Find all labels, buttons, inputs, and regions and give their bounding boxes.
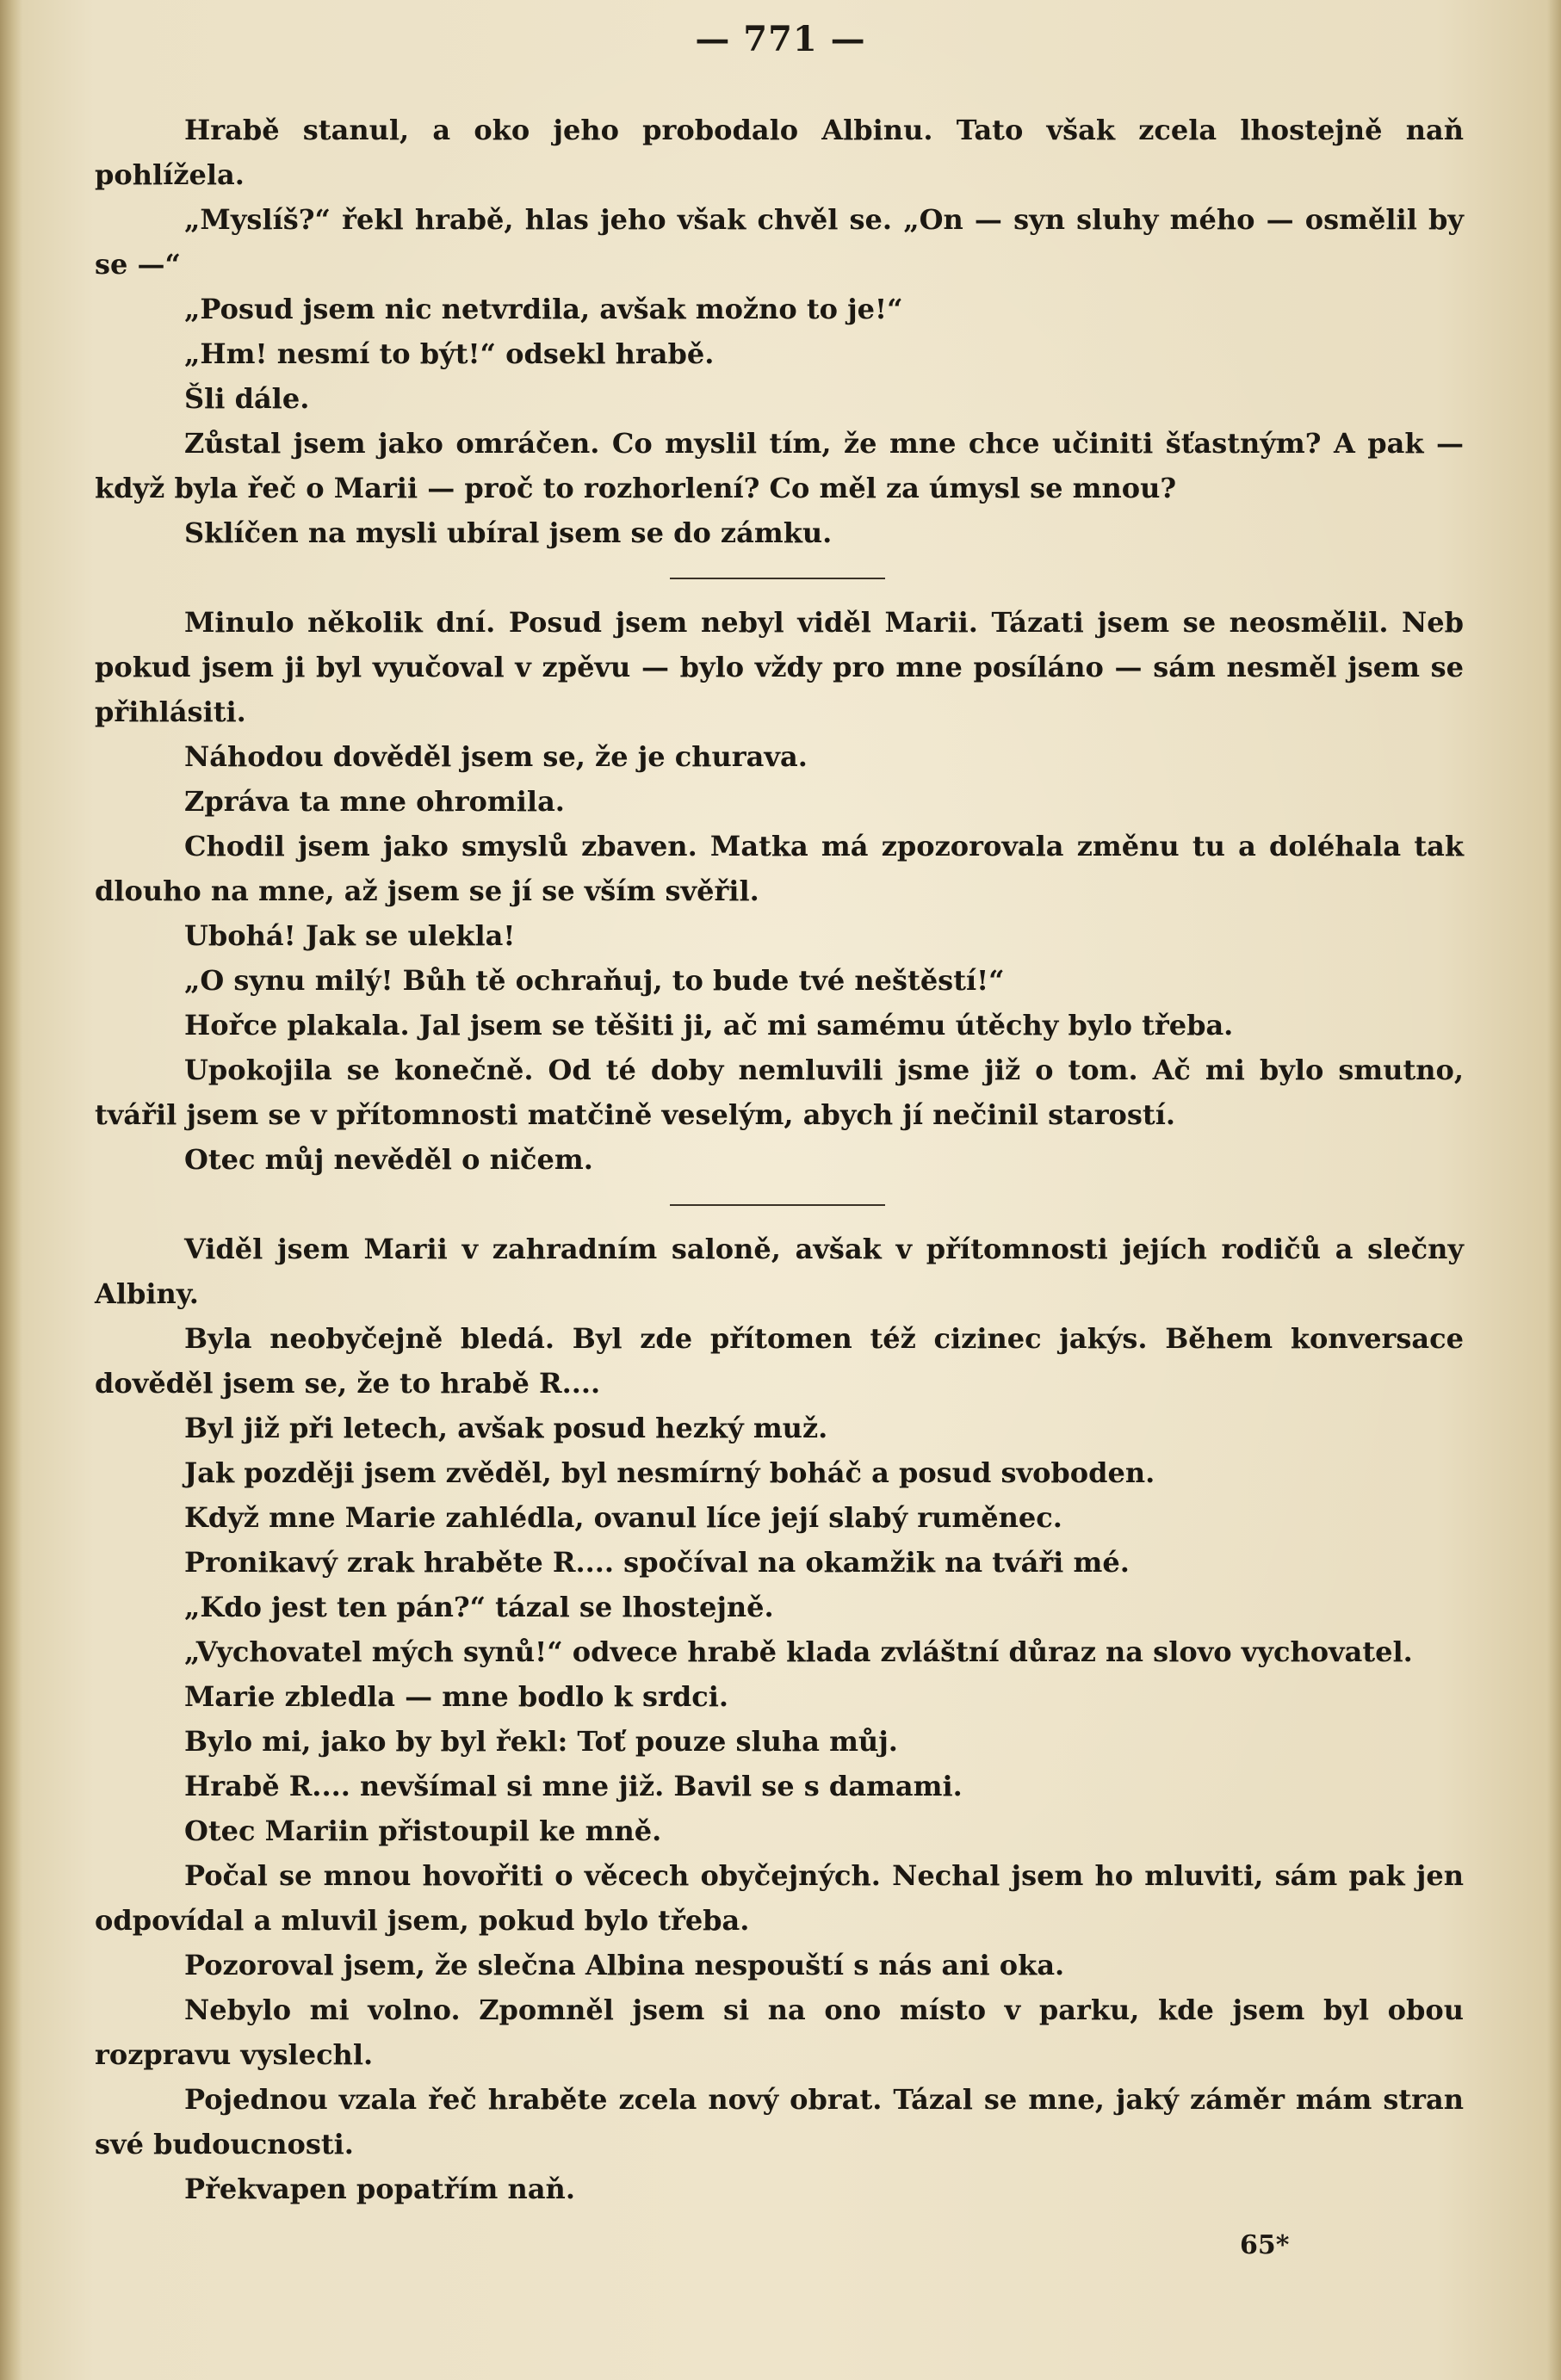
separator-line [670, 1204, 885, 1206]
paragraph: „O synu milý! Bůh tě ochraňuj, to bude tvé neštěstí!“ [184, 964, 1005, 997]
paragraph: „Vychovatel mých synů!“ odvece hrabě klada zvláštní důraz na slovo vychovatel. [184, 1635, 1413, 1668]
paragraph: Hrabě stanul, a oko jeho probodalo Albinu. Tato však zcela lhostejně naň pohlížela. [95, 114, 1464, 191]
paragraph: Překvapen popatřím naň. [184, 2173, 575, 2205]
section-separator [95, 1182, 1464, 1227]
paragraph: Chodil jsem jako smyslů zbaven. Matka má zpozorovala změnu tu a doléhala tak dlouho na mne, až jsem se jí se vším svěřil. [95, 830, 1464, 907]
signature-mark: 65* [1240, 2230, 1290, 2260]
body-text [95, 108, 1464, 2211]
paragraph: Jak později jsem zvěděl, byl nesmírný boháč a posud svoboden. [184, 1456, 1155, 1489]
paragraph: Hořce plakala. Jal jsem se těšiti ji, ač mi samému útěchy bylo třeba. [184, 1009, 1234, 1042]
paragraph: Otec Mariin přistoupil ke mně. [184, 1814, 662, 1847]
paragraph: Zůstal jsem jako omráčen. Co myslil tím, že mne chce učiniti šťastným? A pak — když byla řeč o Marii — proč to rozhorlení? Co měl za úmysl se mnou? [95, 427, 1464, 504]
paragraph: Pronikavý zrak hraběte R.... spočíval na okamžik na tváři mé. [184, 1546, 1130, 1579]
paragraph: Když mne Marie zahlédla, ovanul líce její slabý ruměnec. [184, 1501, 1062, 1534]
paragraph: Marie zbledla — mne bodlo k srdci. [184, 1680, 728, 1713]
paragraph: Byl již při letech, avšak posud hezký muž. [184, 1412, 828, 1444]
paragraph: Sklíčen na mysli ubíral jsem se do zámku. [184, 516, 833, 549]
paragraph: Pojednou vzala řeč hraběte zcela nový obrat. Tázal se mne, jaký záměr mám stran své budoucnosti. [95, 2083, 1464, 2161]
paragraph: Bylo mi, jako by byl řekl: Toť pouze sluha můj. [184, 1725, 898, 1758]
page-number: — 771 — [695, 19, 866, 59]
paragraph: „Posud jsem nic netvrdila, avšak možno to je!“ [184, 293, 903, 325]
paragraph: Počal se mnou hovořiti o věcech obyčejných. Nechal jsem ho mluviti, sám pak jen odpovídal a mluvil jsem, pokud bylo třeba. [95, 1859, 1464, 1937]
paragraph: Hrabě R.... nevšímal si mne již. Bavil se s damami. [184, 1770, 963, 1802]
paragraph: „Kdo jest ten pán?“ tázal se lhostejně. [184, 1591, 774, 1623]
paragraph: Šli dále. [184, 382, 310, 415]
paragraph: Viděl jsem Marii v zahradním saloně, avšak v přítomnosti jejích rodičů a slečny Albiny. [95, 1233, 1464, 1310]
paragraph: Otec můj nevěděl o ničem. [184, 1143, 593, 1176]
paragraph: Upokojila se konečně. Od té doby nemluvili jsme již o tom. Ač mi bylo smutno, tvářil jsem se v přítomnosti matčině veselým, abych jí nečinil starostí. [95, 1054, 1464, 1131]
paragraph: „Hm! nesmí to být!“ odsekl hrabě. [184, 337, 715, 370]
paragraph: Minulo několik dní. Posud jsem nebyl viděl Marii. Tázati jsem se neosmělil. Neb pokud jsem ji byl vyučoval v zpěvu — bylo vždy pro mne posíláno — sám nesměl jsem se přihlásiti. [95, 606, 1464, 728]
page-edge-right [1547, 0, 1561, 2380]
paragraph: Náhodou dověděl jsem se, že je churava. [184, 740, 808, 773]
paragraph: „Myslíš?“ řekl hrabě, hlas jeho však chvěl se. „On — syn sluhy mého — osmělil by se —“ [95, 203, 1464, 281]
page-edge-left [0, 0, 22, 2380]
section-separator [95, 555, 1464, 600]
separator-line [670, 578, 885, 579]
paragraph: Nebylo mi volno. Zpomněl jsem si na ono místo v parku, kde jsem byl obou rozpravu vyslechl. [95, 1994, 1464, 2071]
paragraph: Pozoroval jsem, že slečna Albina nespouští s nás ani oka. [184, 1949, 1065, 1981]
paragraph: Zpráva ta mne ohromila. [184, 785, 565, 818]
paragraph: Ubohá! Jak se ulekla! [184, 919, 516, 952]
paragraph: Byla neobyčejně bledá. Byl zde přítomen též cizinec jakýs. Během konversace dověděl jsem se, že to hrabě R.... [95, 1322, 1464, 1400]
